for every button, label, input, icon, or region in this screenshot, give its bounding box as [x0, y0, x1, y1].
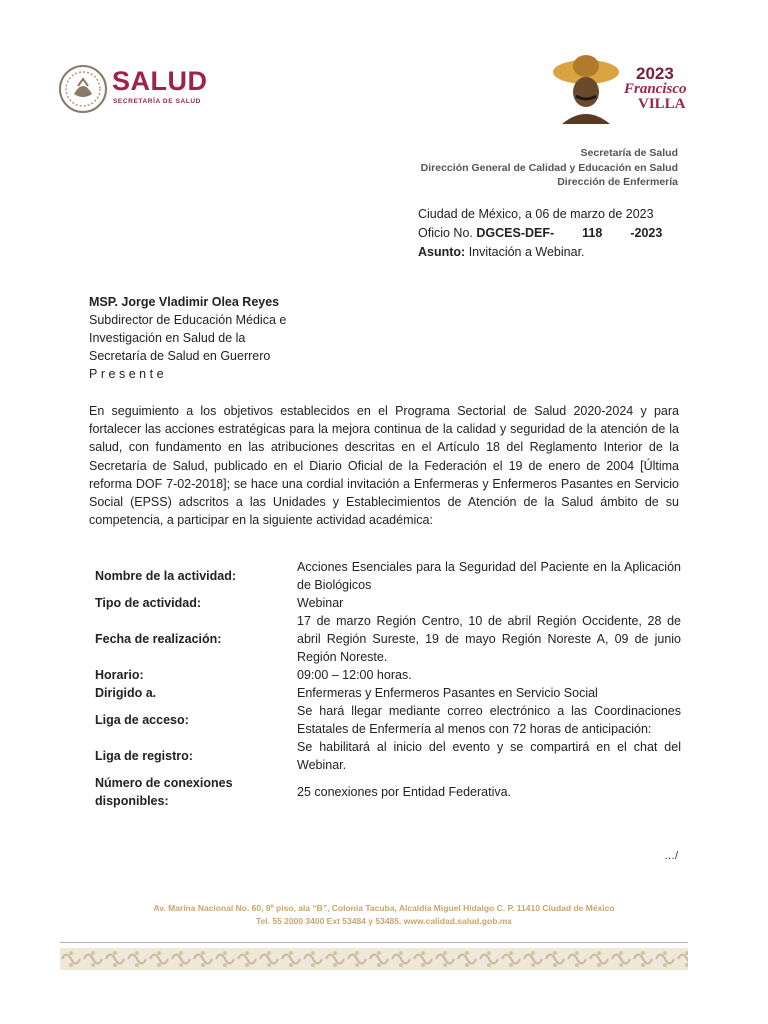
- continuation-mark: …/: [663, 850, 678, 862]
- activity-label: Dirigido a.: [95, 686, 157, 700]
- document-meta: [418, 205, 662, 262]
- year-name-last: VILLA: [638, 96, 686, 112]
- activity-value: 25 conexiones por Entidad Federativa.: [297, 785, 512, 799]
- salud-subtitle: SECRETARÍA DE SALUD: [113, 98, 201, 105]
- activity-label: Horario:: [95, 668, 144, 682]
- activity-label: Fecha de realización:: [95, 632, 222, 646]
- oficio-prefix: DGCES-DEF-: [476, 226, 555, 240]
- salud-logo: [58, 62, 228, 118]
- activity-label: Liga de acceso:: [95, 713, 189, 727]
- activity-table: [89, 558, 681, 810]
- decorative-band: [60, 948, 688, 970]
- recipient-block: [89, 293, 286, 383]
- activity-row: [89, 666, 681, 684]
- activity-value: 09:00 – 12:00 horas.: [297, 668, 412, 682]
- asunto-line: [418, 243, 662, 262]
- activity-row: [89, 738, 681, 774]
- activity-label: Liga de registro:: [95, 749, 193, 763]
- footer-divider: [60, 942, 688, 943]
- footer-line-1: Av. Marina Nacional No. 60, 8º piso, ala “B”, Colonia Tacuba, Alcaldía Miguel Hidalgo C. P. 11410 Ciudad de México: [153, 903, 615, 913]
- national-seal-icon: [58, 64, 108, 114]
- activity-row: [89, 558, 681, 594]
- year-number: 2023: [636, 64, 674, 83]
- recipient-line-1: Subdirector de Educación Médica e: [89, 313, 287, 327]
- oficio-line: [418, 224, 662, 243]
- office-header: [421, 146, 678, 190]
- activity-label: Nombre de la actividad:: [95, 569, 237, 583]
- oficio-suffix: -2023: [630, 226, 663, 240]
- activity-value: Acciones Esenciales para la Seguridad del Paciente en la Aplicación de Biológicos: [297, 560, 681, 592]
- activity-row: [89, 612, 681, 666]
- footer-line-2: Tel. 55 2000 3400 Ext 53484 y 53485. www.calidad.salud.gob.mx: [255, 916, 513, 926]
- office-line-3: Dirección de Enfermería: [557, 176, 678, 188]
- activity-value: Enfermeras y Enfermeros Pasantes en Servicio Social: [297, 686, 598, 700]
- portrait-icon: [552, 52, 620, 124]
- oficio-number: 118: [582, 226, 603, 240]
- activity-value: Se hará llegar mediante correo electrónico a las Coordinaciones Estatales de Enfermería al menos con 72 horas de anticipación:: [297, 704, 681, 736]
- activity-value: 17 de marzo Región Centro, 10 de abril Región Occidente, 28 de abril Región Sureste, 19 de mayo Región Noreste A, 09 de junio Región Noreste.: [297, 614, 681, 664]
- year-name-first: Francisco: [624, 81, 687, 97]
- recipient-line-3: Secretaría de Salud en Guerrero: [89, 349, 271, 363]
- activity-label: Tipo de actividad:: [95, 596, 202, 610]
- salud-wordmark: SALUD: [112, 66, 208, 96]
- asunto-label: Asunto:: [418, 245, 466, 259]
- presente: Presente: [89, 367, 168, 381]
- place-date: Ciudad de México, a 06 de marzo de 2023: [418, 207, 654, 221]
- activity-row: [89, 702, 681, 738]
- recipient-name: MSP. Jorge Vladimir Olea Reyes: [89, 295, 280, 309]
- activity-row: [89, 774, 681, 810]
- year-logo: [552, 48, 692, 128]
- office-line-2: Dirección General de Calidad y Educación en Salud: [420, 161, 678, 174]
- office-line-1: Secretaría de Salud: [580, 147, 678, 159]
- activity-value: Se habilitará al inicio del evento y se compartirá en el chat del Webinar.: [297, 740, 681, 772]
- footer-address: [60, 902, 708, 928]
- recipient-line-2: Investigación en Salud de la: [89, 331, 246, 345]
- activity-label: Número de conexiones disponibles:: [95, 776, 233, 808]
- activity-value: Webinar: [297, 596, 344, 610]
- activity-row: [89, 594, 681, 612]
- body-paragraph: En seguimiento a los objetivos establecidos en el Programa Sectorial de Salud 2020-2024 y para fortalecer las acciones estratégicas para la mejora continua de la calidad y seguridad de la atención de la salud, con fundamento en las atribuciones descritas en el Artículo 18 del Reglamento Interior de la Secretaría de Salud, publicado en el Diario Oficial de la Federación el 19 de enero de 2004 [Última reforma DOF 7-02-2018]; se hace una cordial invitación a Enfermeras y Enfermeros Pasantes en Servicio Social (EPSS) adscritos a las Unidades y Establecimientos de Atención de la Salud ámbito de su competencia, a participar en la siguiente actividad académica:: [89, 404, 679, 528]
- asunto-text: Invitación a Webinar.: [468, 245, 585, 259]
- activity-row: [89, 684, 681, 702]
- oficio-label: Oficio No.: [418, 226, 473, 240]
